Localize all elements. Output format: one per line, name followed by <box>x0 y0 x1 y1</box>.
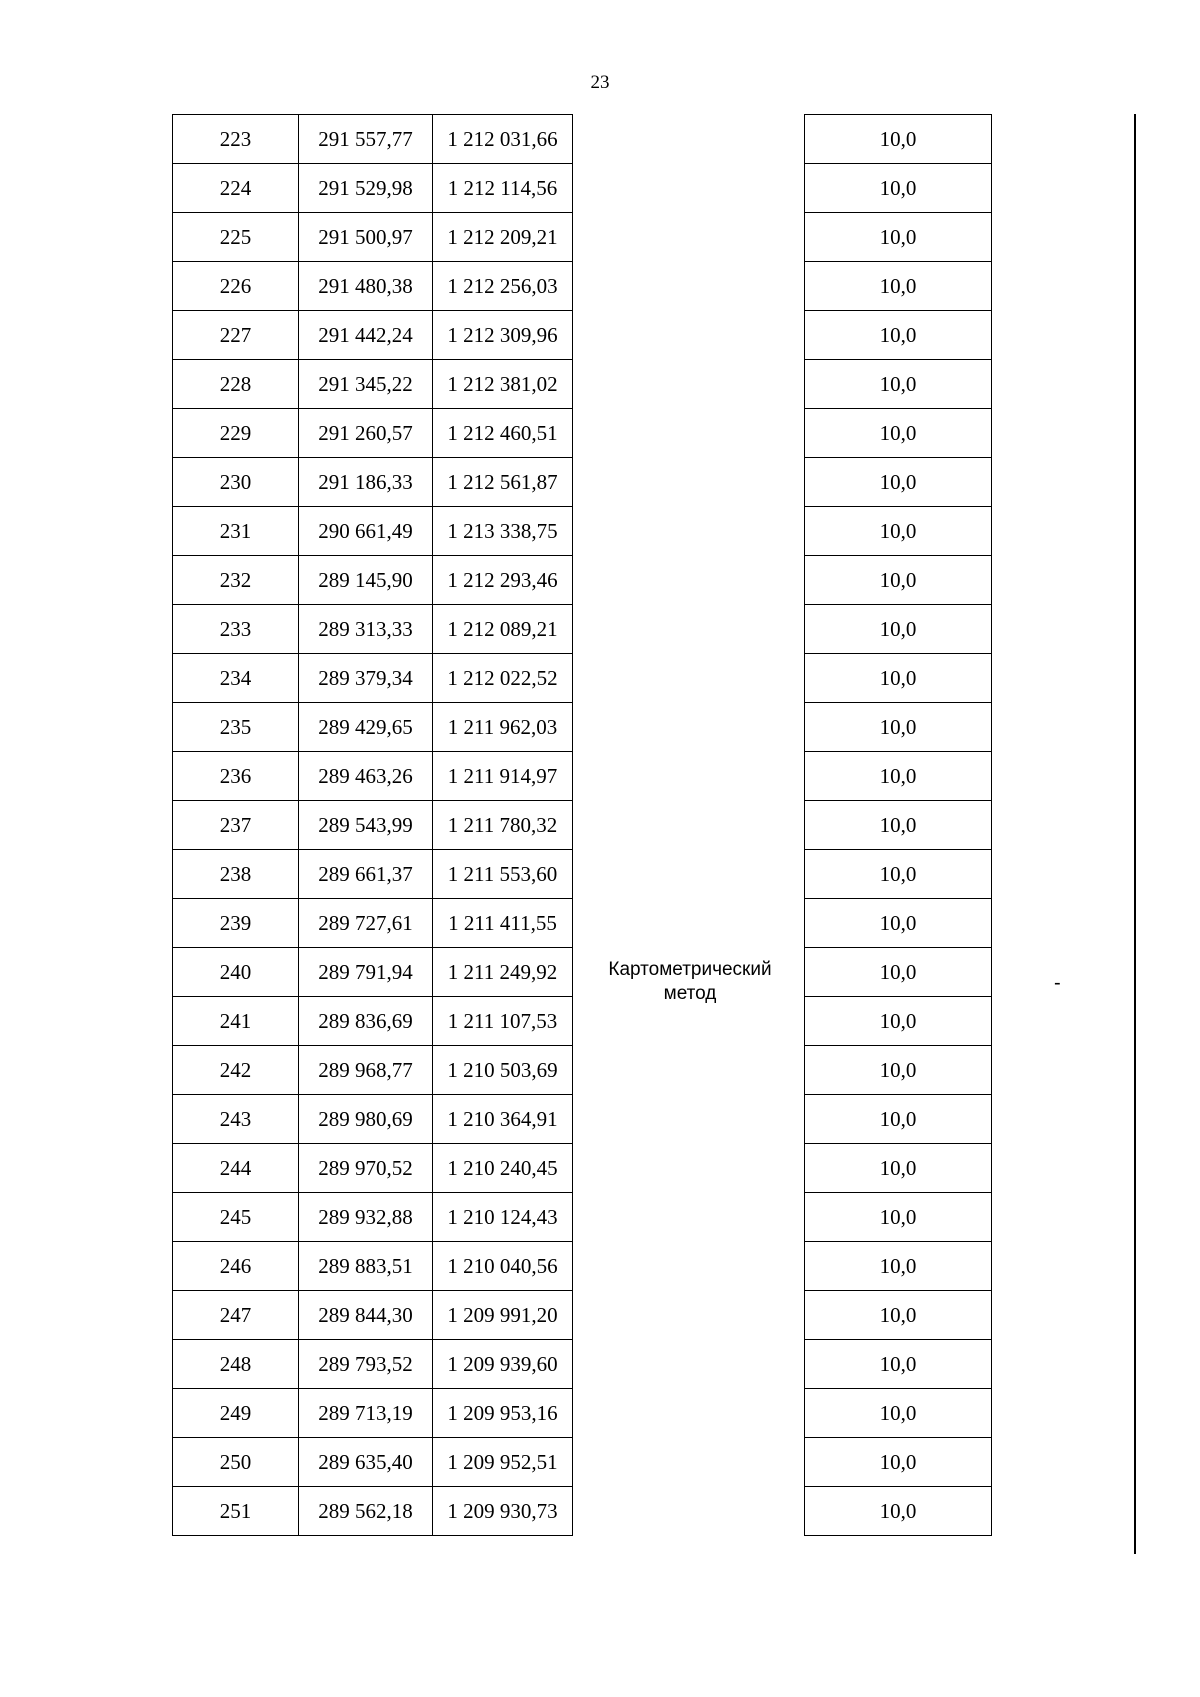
x-coordinate-cell: 289 145,90 <box>299 556 433 605</box>
precision-cell: 10,0 <box>805 1340 992 1389</box>
table-row <box>173 1389 573 1438</box>
x-coordinate-cell: 289 379,34 <box>299 654 433 703</box>
method-label: Картометрический метод <box>608 959 772 1004</box>
precision-cell: 10,0 <box>805 360 992 409</box>
point-number-cell: 241 <box>173 997 299 1046</box>
table-right-border <box>1134 114 1136 1554</box>
table-row <box>173 703 573 752</box>
point-number-cell: 240 <box>173 948 299 997</box>
table-row <box>173 1242 573 1291</box>
point-number-cell: 233 <box>173 605 299 654</box>
table-row <box>805 948 992 997</box>
table-row <box>805 458 992 507</box>
table-row <box>173 752 573 801</box>
precision-cell: 10,0 <box>805 262 992 311</box>
point-number-cell: 251 <box>173 1487 299 1536</box>
y-coordinate-cell: 1 212 309,96 <box>433 311 573 360</box>
table-row <box>173 115 573 164</box>
precision-cell: 10,0 <box>805 1487 992 1536</box>
precision-cell: 10,0 <box>805 801 992 850</box>
y-coordinate-cell: 1 213 338,75 <box>433 507 573 556</box>
precision-cell: 10,0 <box>805 1389 992 1438</box>
x-coordinate-cell: 289 883,51 <box>299 1242 433 1291</box>
y-coordinate-cell: 1 211 780,32 <box>433 801 573 850</box>
table-row <box>173 801 573 850</box>
table-row <box>805 1242 992 1291</box>
point-number-cell: 239 <box>173 899 299 948</box>
x-coordinate-cell: 289 635,40 <box>299 1438 433 1487</box>
point-number-cell: 226 <box>173 262 299 311</box>
x-coordinate-cell: 290 661,49 <box>299 507 433 556</box>
table-row <box>173 899 573 948</box>
point-number-cell: 232 <box>173 556 299 605</box>
x-coordinate-cell: 289 791,94 <box>299 948 433 997</box>
point-number-cell: 225 <box>173 213 299 262</box>
point-number-cell: 224 <box>173 164 299 213</box>
y-coordinate-cell: 1 210 124,43 <box>433 1193 573 1242</box>
precision-cell: 10,0 <box>805 752 992 801</box>
point-number-cell: 236 <box>173 752 299 801</box>
table-row <box>173 213 573 262</box>
page-number: 23 <box>590 72 610 93</box>
point-number-cell: 250 <box>173 1438 299 1487</box>
precision-cell: 10,0 <box>805 1291 992 1340</box>
empty-note: - <box>1054 972 1061 994</box>
table-row <box>805 752 992 801</box>
table-row <box>805 654 992 703</box>
table-row <box>173 1487 573 1536</box>
y-coordinate-cell: 1 211 249,92 <box>433 948 573 997</box>
precision-cell: 10,0 <box>805 115 992 164</box>
y-coordinate-cell: 1 212 256,03 <box>433 262 573 311</box>
precision-cell: 10,0 <box>805 605 992 654</box>
y-coordinate-cell: 1 212 031,66 <box>433 115 573 164</box>
point-number-cell: 242 <box>173 1046 299 1095</box>
precision-cell: 10,0 <box>805 409 992 458</box>
table-row <box>805 899 992 948</box>
table-row <box>805 605 992 654</box>
table-row <box>805 556 992 605</box>
precision-cell: 10,0 <box>805 899 992 948</box>
table-row <box>173 1291 573 1340</box>
table-row <box>805 213 992 262</box>
table-row <box>805 115 992 164</box>
x-coordinate-cell: 289 429,65 <box>299 703 433 752</box>
y-coordinate-cell: 1 210 040,56 <box>433 1242 573 1291</box>
precision-cell: 10,0 <box>805 703 992 752</box>
precision-cell: 10,0 <box>805 1242 992 1291</box>
table-row <box>173 654 573 703</box>
y-coordinate-cell: 1 210 240,45 <box>433 1144 573 1193</box>
table-row <box>805 1193 992 1242</box>
table-row <box>173 1193 573 1242</box>
x-coordinate-cell: 289 836,69 <box>299 997 433 1046</box>
y-coordinate-cell: 1 209 953,16 <box>433 1389 573 1438</box>
table-row <box>173 409 573 458</box>
table-row <box>805 850 992 899</box>
y-coordinate-cell: 1 212 293,46 <box>433 556 573 605</box>
table-row <box>805 164 992 213</box>
table-row <box>805 1046 992 1095</box>
x-coordinate-cell: 289 661,37 <box>299 850 433 899</box>
precision-cell: 10,0 <box>805 458 992 507</box>
x-coordinate-cell: 291 345,22 <box>299 360 433 409</box>
table-row <box>805 311 992 360</box>
x-coordinate-cell: 291 557,77 <box>299 115 433 164</box>
x-coordinate-cell: 289 562,18 <box>299 1487 433 1536</box>
table-row <box>173 262 573 311</box>
precision-table-body <box>805 115 992 1536</box>
y-coordinate-cell: 1 210 364,91 <box>433 1095 573 1144</box>
table-row <box>173 948 573 997</box>
table-row <box>173 850 573 899</box>
precision-cell: 10,0 <box>805 654 992 703</box>
x-coordinate-cell: 289 313,33 <box>299 605 433 654</box>
point-number-cell: 228 <box>173 360 299 409</box>
precision-cell: 10,0 <box>805 1046 992 1095</box>
point-number-cell: 230 <box>173 458 299 507</box>
x-coordinate-cell: 289 980,69 <box>299 1095 433 1144</box>
table-row <box>173 1340 573 1389</box>
table-row <box>173 605 573 654</box>
point-number-cell: 244 <box>173 1144 299 1193</box>
x-coordinate-cell: 291 260,57 <box>299 409 433 458</box>
point-number-cell: 246 <box>173 1242 299 1291</box>
y-coordinate-cell: 1 211 553,60 <box>433 850 573 899</box>
y-coordinate-cell: 1 212 089,21 <box>433 605 573 654</box>
y-coordinate-cell: 1 212 460,51 <box>433 409 573 458</box>
x-coordinate-cell: 289 970,52 <box>299 1144 433 1193</box>
precision-table <box>804 114 992 1536</box>
point-number-cell: 247 <box>173 1291 299 1340</box>
table-row <box>805 997 992 1046</box>
y-coordinate-cell: 1 212 022,52 <box>433 654 573 703</box>
table-row <box>173 507 573 556</box>
point-number-cell: 248 <box>173 1340 299 1389</box>
table-row <box>805 1340 992 1389</box>
table-row <box>173 360 573 409</box>
table-row <box>805 409 992 458</box>
point-number-cell: 234 <box>173 654 299 703</box>
y-coordinate-cell: 1 211 411,55 <box>433 899 573 948</box>
point-number-cell: 223 <box>173 115 299 164</box>
point-number-cell: 229 <box>173 409 299 458</box>
precision-cell: 10,0 <box>805 1144 992 1193</box>
y-coordinate-cell: 1 211 107,53 <box>433 997 573 1046</box>
x-coordinate-cell: 289 844,30 <box>299 1291 433 1340</box>
precision-cell: 10,0 <box>805 850 992 899</box>
point-number-cell: 245 <box>173 1193 299 1242</box>
point-number-cell: 231 <box>173 507 299 556</box>
table-row <box>805 1291 992 1340</box>
point-number-cell: 243 <box>173 1095 299 1144</box>
x-coordinate-cell: 289 932,88 <box>299 1193 433 1242</box>
point-number-cell: 249 <box>173 1389 299 1438</box>
table-row <box>805 801 992 850</box>
table-row <box>173 1438 573 1487</box>
x-coordinate-cell: 291 500,97 <box>299 213 433 262</box>
x-coordinate-cell: 291 480,38 <box>299 262 433 311</box>
coordinates-table <box>172 114 573 1536</box>
precision-cell: 10,0 <box>805 997 992 1046</box>
table-row <box>173 1046 573 1095</box>
x-coordinate-cell: 289 463,26 <box>299 752 433 801</box>
y-coordinate-cell: 1 211 914,97 <box>433 752 573 801</box>
x-coordinate-cell: 289 713,19 <box>299 1389 433 1438</box>
table-row <box>805 360 992 409</box>
x-coordinate-cell: 291 186,33 <box>299 458 433 507</box>
table-row <box>173 164 573 213</box>
table-row <box>805 262 992 311</box>
precision-cell: 10,0 <box>805 556 992 605</box>
y-coordinate-cell: 1 209 930,73 <box>433 1487 573 1536</box>
point-number-cell: 227 <box>173 311 299 360</box>
y-coordinate-cell: 1 209 952,51 <box>433 1438 573 1487</box>
table-row <box>173 1095 573 1144</box>
precision-cell: 10,0 <box>805 1095 992 1144</box>
y-coordinate-cell: 1 212 561,87 <box>433 458 573 507</box>
table-row <box>805 1438 992 1487</box>
precision-cell: 10,0 <box>805 164 992 213</box>
table-row <box>805 1487 992 1536</box>
x-coordinate-cell: 289 543,99 <box>299 801 433 850</box>
precision-cell: 10,0 <box>805 213 992 262</box>
point-number-cell: 238 <box>173 850 299 899</box>
x-coordinate-cell: 289 727,61 <box>299 899 433 948</box>
y-coordinate-cell: 1 209 991,20 <box>433 1291 573 1340</box>
precision-cell: 10,0 <box>805 311 992 360</box>
y-coordinate-cell: 1 212 114,56 <box>433 164 573 213</box>
table-row <box>805 1389 992 1438</box>
y-coordinate-cell: 1 212 381,02 <box>433 360 573 409</box>
precision-cell: 10,0 <box>805 948 992 997</box>
precision-cell: 10,0 <box>805 1438 992 1487</box>
precision-cell: 10,0 <box>805 1193 992 1242</box>
x-coordinate-cell: 291 529,98 <box>299 164 433 213</box>
table-row <box>173 1144 573 1193</box>
y-coordinate-cell: 1 211 962,03 <box>433 703 573 752</box>
x-coordinate-cell: 291 442,24 <box>299 311 433 360</box>
table-row <box>805 703 992 752</box>
x-coordinate-cell: 289 793,52 <box>299 1340 433 1389</box>
table-row <box>173 311 573 360</box>
x-coordinate-cell: 289 968,77 <box>299 1046 433 1095</box>
coordinates-table-body <box>173 115 573 1536</box>
table-row <box>173 458 573 507</box>
y-coordinate-cell: 1 210 503,69 <box>433 1046 573 1095</box>
precision-cell: 10,0 <box>805 507 992 556</box>
y-coordinate-cell: 1 212 209,21 <box>433 213 573 262</box>
table-row <box>173 997 573 1046</box>
point-number-cell: 237 <box>173 801 299 850</box>
table-row <box>173 556 573 605</box>
table-row <box>805 1095 992 1144</box>
y-coordinate-cell: 1 209 939,60 <box>433 1340 573 1389</box>
table-row <box>805 1144 992 1193</box>
table-row <box>805 507 992 556</box>
point-number-cell: 235 <box>173 703 299 752</box>
